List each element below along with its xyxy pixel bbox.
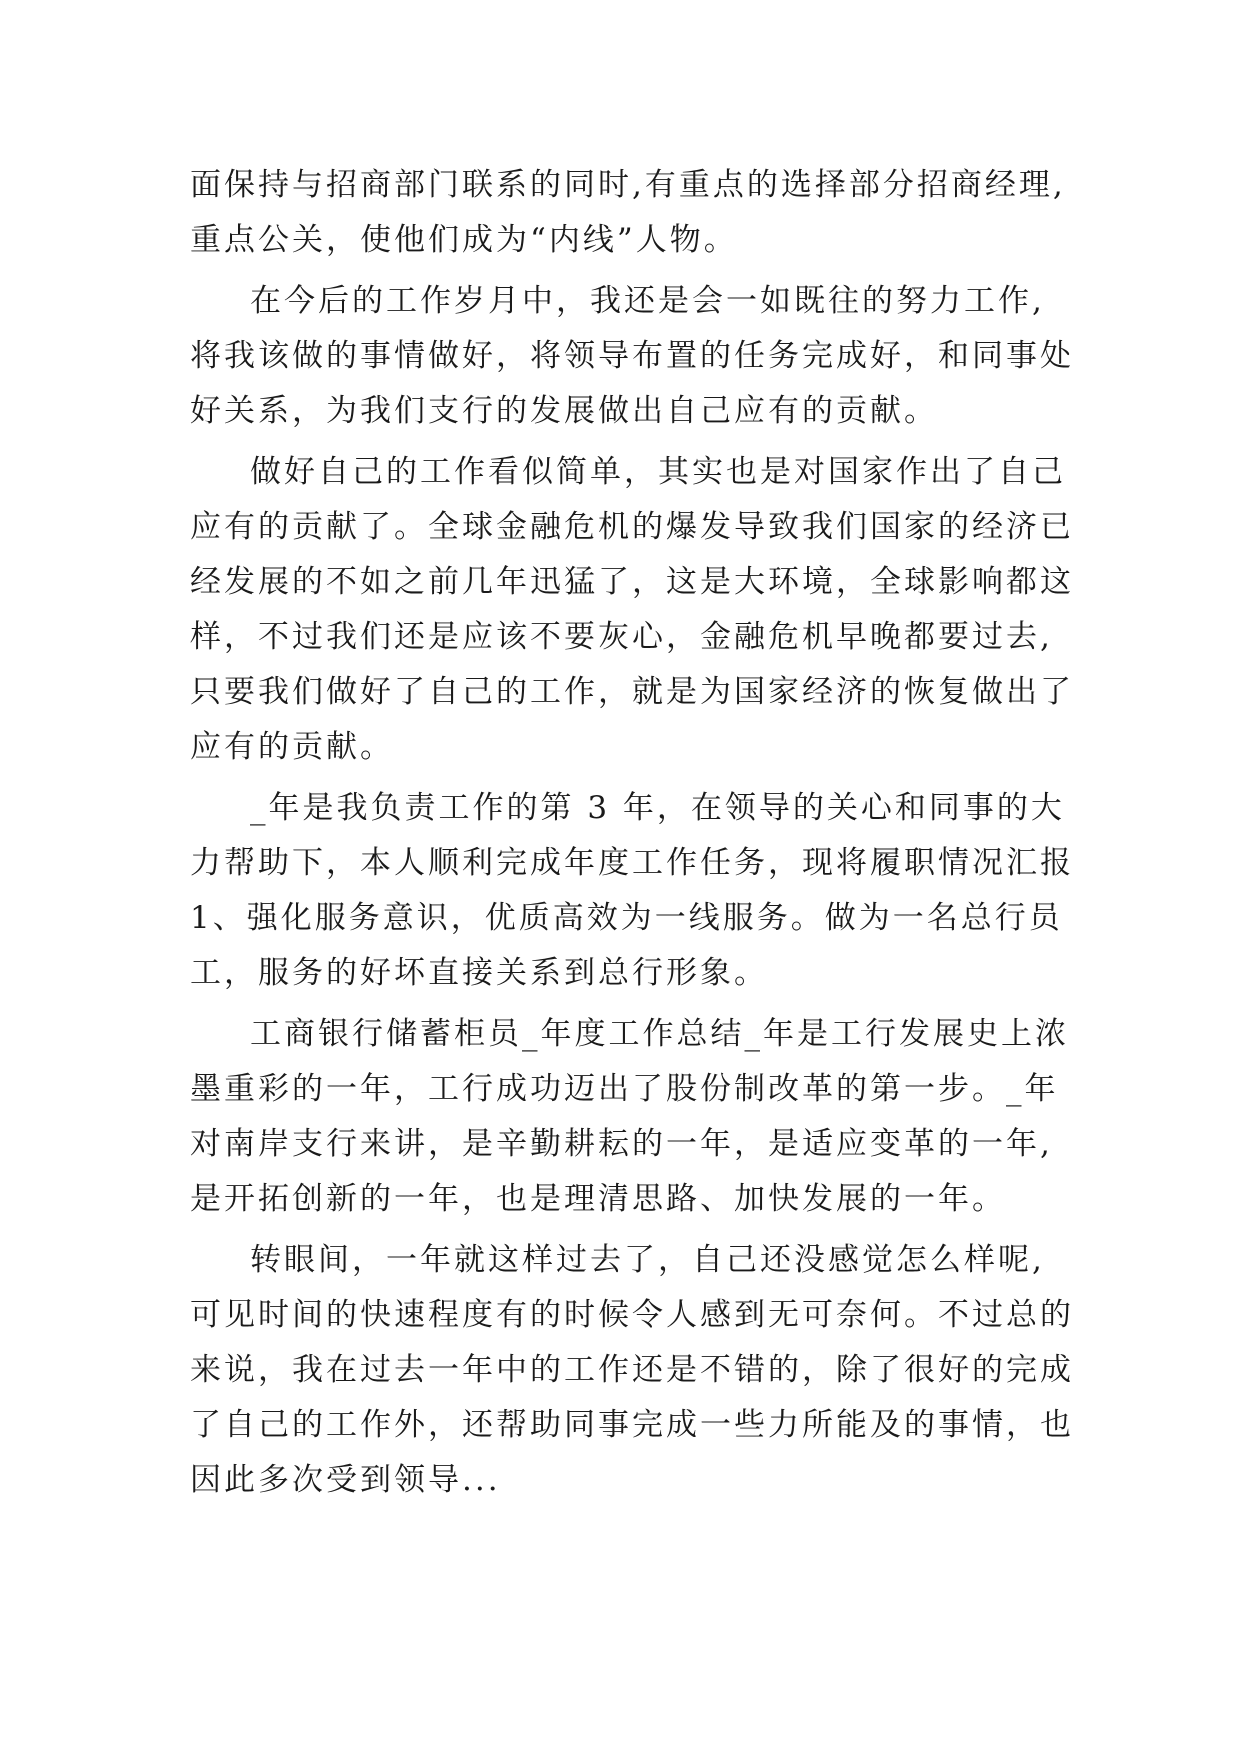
paragraph <box>190 1007 1070 1227</box>
paragraph <box>190 781 1074 1001</box>
text-line: 重点公关，使他们成为“内线”人物。 <box>190 222 738 258</box>
text-line: 样，不过我们还是应该不要灰心，金融危机早晚都要过去, <box>190 619 1053 655</box>
paragraph <box>190 274 1074 439</box>
text-line: 做好自己的工作看似简单，其实也是对国家作出了自己 <box>250 454 1066 490</box>
text-line: 是开拓创新的一年，也是理清思路、加快发展的一年。 <box>190 1181 1006 1217</box>
text-line: 经发展的不如之前几年迅猛了，这是大环境，全球影响都这 <box>190 564 1074 600</box>
text-line: 应有的贡献。 <box>190 729 394 765</box>
paragraph <box>190 445 1074 775</box>
text-line: 力帮助下，本人顺利完成年度工作任务，现将履职情况汇报 <box>190 845 1074 881</box>
text-line: 工商银行储蓄柜员_年度工作总结_年是工行发展史上浓 <box>250 1016 1069 1052</box>
text-line: 工，服务的好坏直接关系到总行形象。 <box>190 955 768 991</box>
text-line: 因此多次受到领导... <box>190 1462 501 1498</box>
text-line: 好关系，为我们支行的发展做出自己应有的贡献。 <box>190 393 938 429</box>
text-line: 了自己的工作外，还帮助同事完成一些力所能及的事情，也 <box>190 1407 1074 1443</box>
text-line: 可见时间的快速程度有的时候令人感到无可奈何。不过总的 <box>190 1297 1074 1333</box>
text-line: 应有的贡献了。全球金融危机的爆发导致我们国家的经济已 <box>190 509 1074 545</box>
text-line: 面保持与招商部门联系的同时,有重点的选择部分招商经理, <box>190 167 1066 203</box>
text-line: 1、强化服务意识，优质高效为一线服务。做为一名总行员 <box>190 900 1063 936</box>
document-body <box>190 158 1074 1508</box>
text-line: 来说，我在过去一年中的工作还是不错的，除了很好的完成 <box>190 1352 1074 1388</box>
paragraph <box>190 158 1070 268</box>
paragraph <box>190 1233 1074 1508</box>
text-line: 墨重彩的一年，工行成功迈出了股份制改革的第一步。_年 <box>190 1071 1059 1107</box>
text-line: 对南岸支行来讲，是辛勤耕耘的一年，是适应变革的一年, <box>190 1126 1053 1162</box>
text-line: _年是我负责工作的第 3 年，在领导的关心和同事的大 <box>250 790 1065 826</box>
text-line: 将我该做的事情做好，将领导布置的任务完成好，和同事处 <box>190 338 1074 374</box>
text-line: 在今后的工作岁月中，我还是会一如既往的努力工作, <box>250 283 1045 319</box>
text-line: 只要我们做好了自己的工作，就是为国家经济的恢复做出了 <box>190 674 1074 710</box>
text-line: 转眼间，一年就这样过去了，自己还没感觉怎么样呢, <box>250 1242 1045 1278</box>
